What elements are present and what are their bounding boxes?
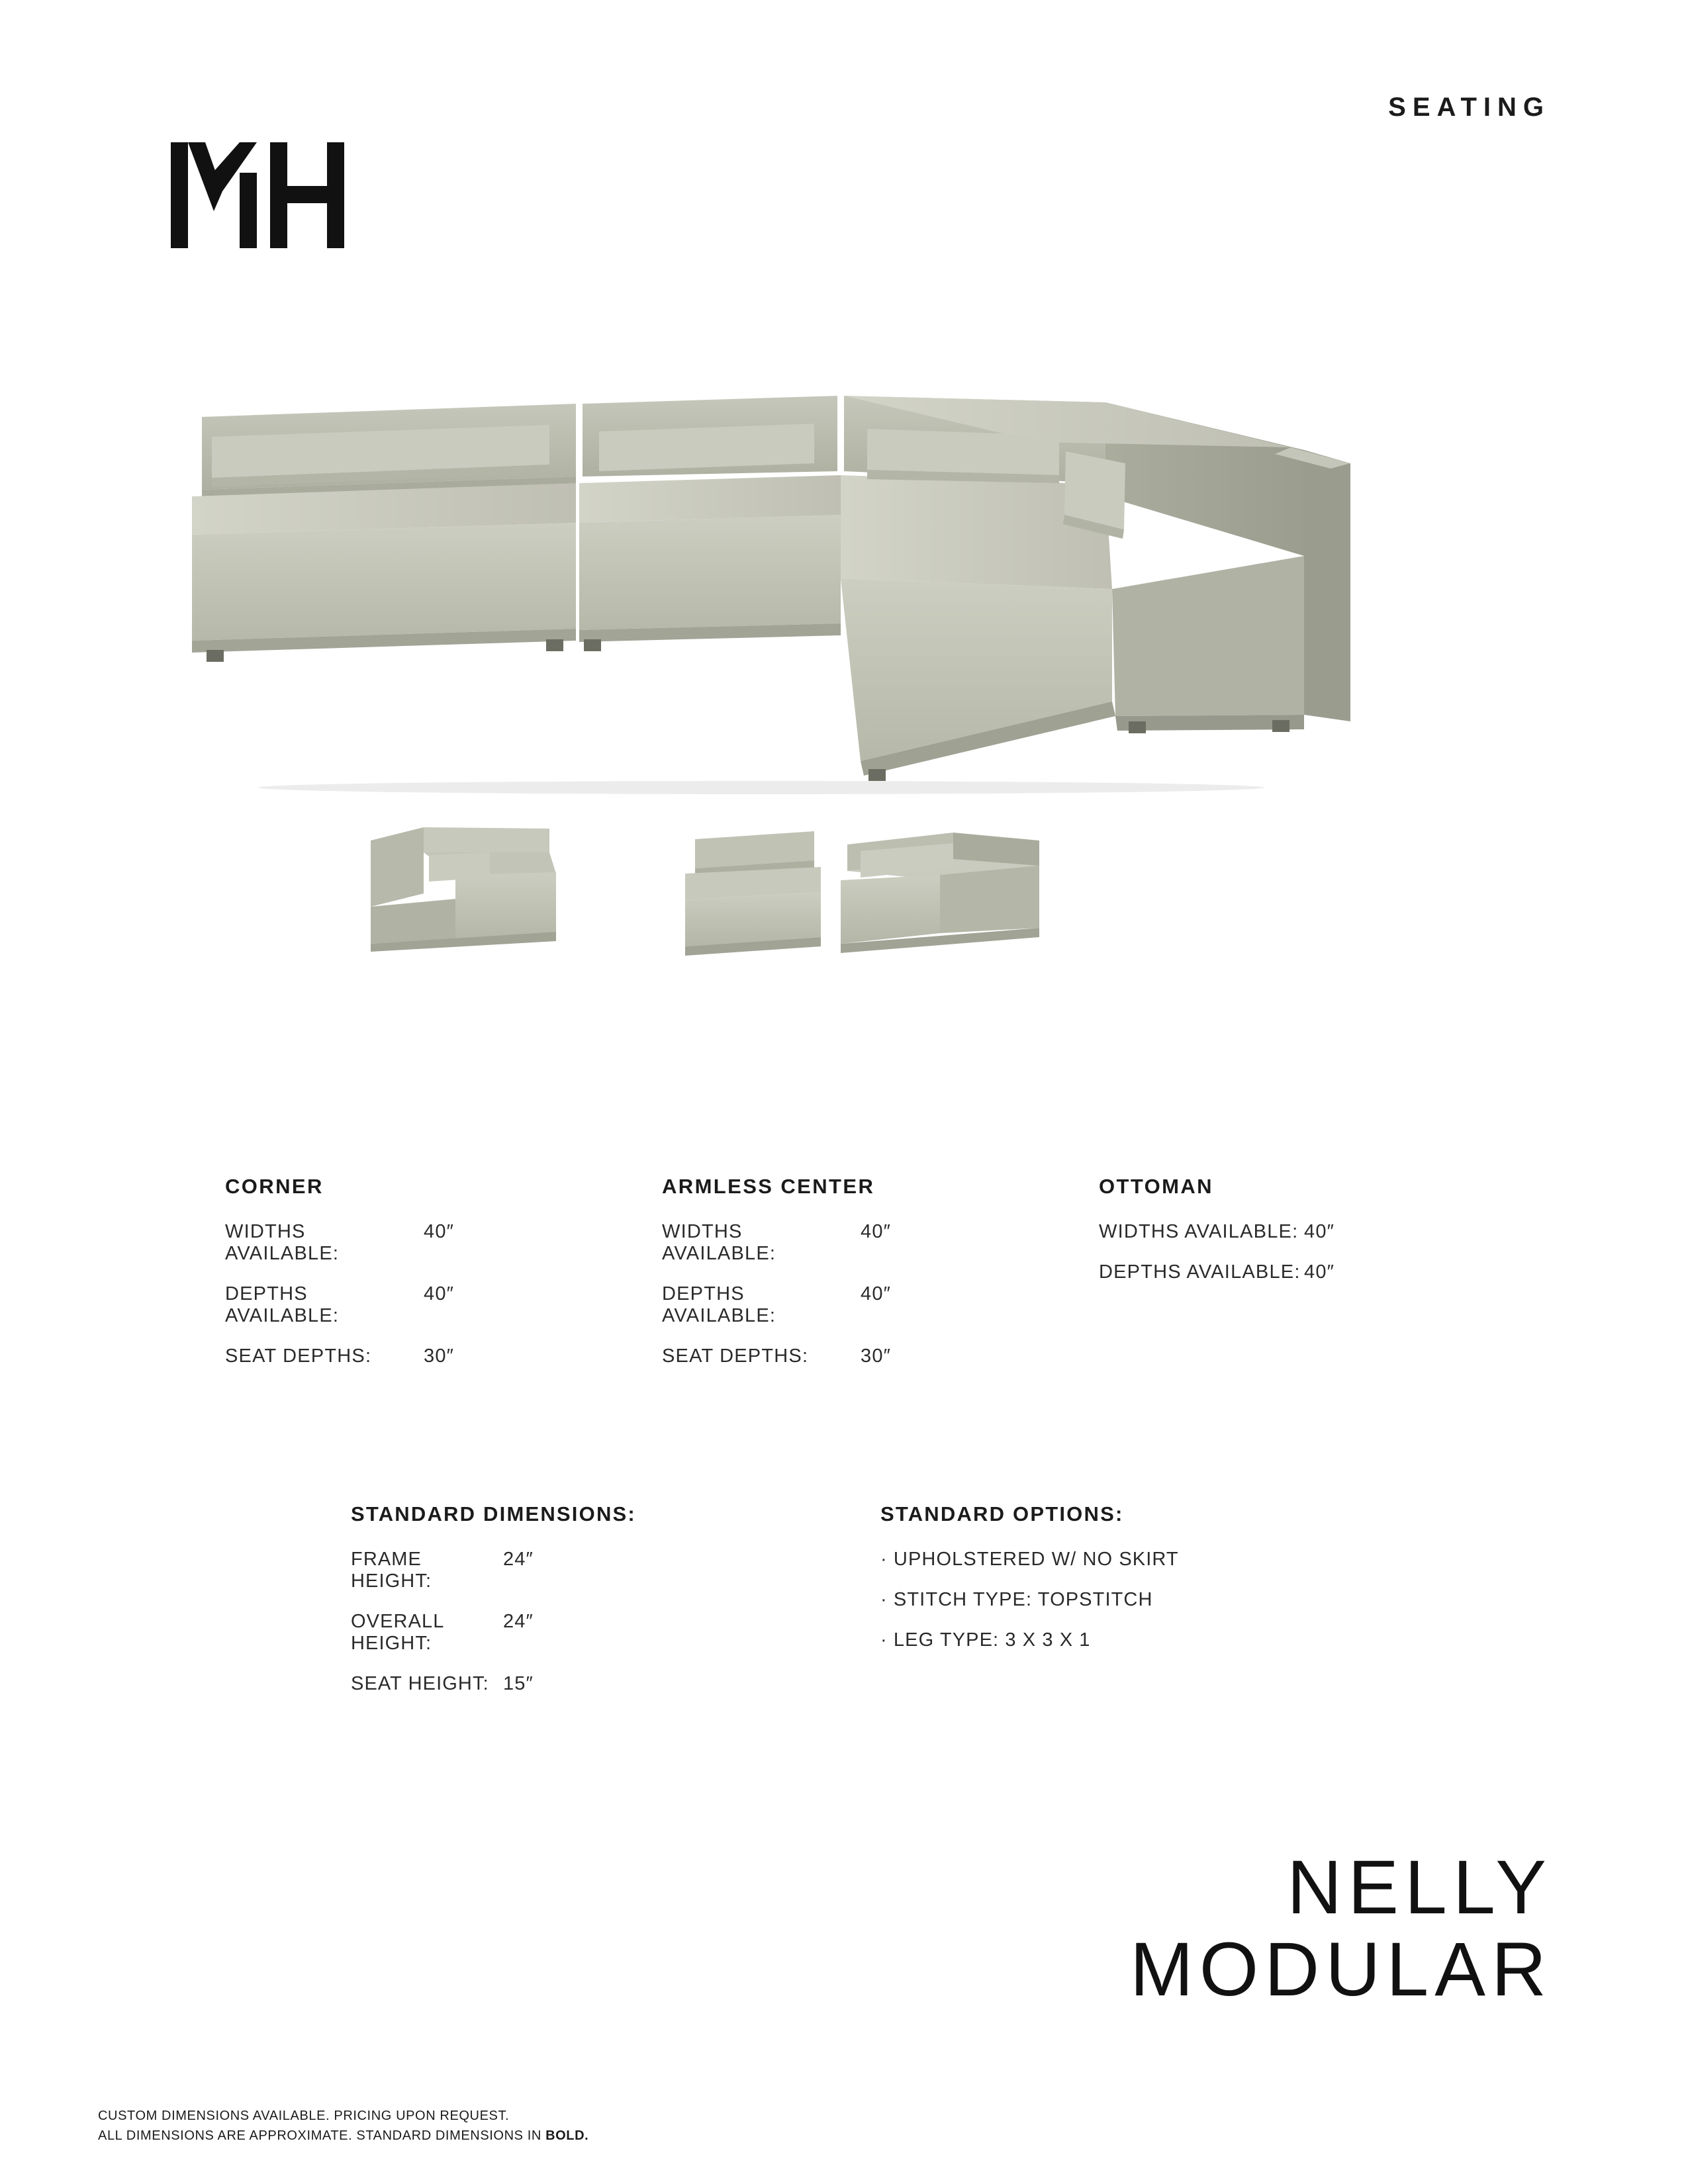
footnote (98, 2106, 588, 2146)
spec-group-corner (225, 1175, 662, 1386)
lower-spec-blocks (351, 1502, 1344, 1713)
spec-group-armless-center (662, 1175, 1099, 1386)
spec-value: 40″ (861, 1221, 892, 1242)
page-category: SEATING (1388, 93, 1550, 122)
spec-title-armless-center: ARMLESS CENTER (662, 1175, 875, 1198)
spec-label: DEPTHS AVAILABLE: (662, 1283, 776, 1326)
thumb-armless-center (685, 831, 821, 956)
standard-options-title: STANDARD OPTIONS: (880, 1502, 1124, 1525)
option-item: · UPHOLSTERED W/ NO SKIRT (880, 1549, 1179, 1570)
dimension-value: 15″ (503, 1673, 534, 1694)
module-thumbnails (357, 814, 1297, 979)
option-item: · LEG TYPE: 3 X 3 X 1 (880, 1629, 1091, 1651)
spec-title-corner: CORNER (225, 1175, 324, 1198)
thumb-corner (371, 827, 556, 952)
footnote-line-2-bold: BOLD. (545, 2128, 589, 2143)
spec-row (225, 1221, 662, 1265)
footnote-line-2 (98, 2126, 588, 2146)
spec-row (1099, 1221, 1483, 1243)
spec-columns (225, 1175, 1483, 1386)
product-title (1130, 1846, 1552, 2011)
spec-value: 40″ (424, 1283, 455, 1304)
spec-value: 40″ (861, 1283, 892, 1304)
spec-label: WIDTHS AVAILABLE: (662, 1221, 776, 1264)
dimension-label: FRAME HEIGHT: (351, 1549, 432, 1592)
dimension-value: 24″ (503, 1611, 534, 1632)
spec-row (662, 1283, 1099, 1327)
option-item: · STITCH TYPE: TOPSTITCH (880, 1589, 1153, 1610)
spec-title-ottoman: OTTOMAN (1099, 1175, 1213, 1198)
spec-label: DEPTHS AVAILABLE: (1099, 1261, 1301, 1283)
dimension-row (351, 1673, 880, 1695)
brand-logo (171, 142, 350, 248)
spec-row (662, 1221, 1099, 1265)
hero-product-image (165, 390, 1436, 801)
dimension-label: SEAT HEIGHT: (351, 1673, 489, 1694)
spec-row (225, 1283, 662, 1327)
standard-dimensions-block (351, 1502, 880, 1713)
spec-value: 40″ (1304, 1261, 1335, 1283)
thumb-ottoman (841, 833, 1039, 953)
dimension-row (351, 1549, 880, 1592)
spec-value: 40″ (424, 1221, 455, 1242)
dimension-row (351, 1611, 880, 1655)
dimension-value: 24″ (503, 1549, 534, 1570)
spec-label: SEAT DEPTHS: (225, 1345, 372, 1367)
footnote-line-2-prefix: ALL DIMENSIONS ARE APPROXIMATE. STANDARD DIMENSIONS IN (98, 2128, 546, 2143)
spec-label: WIDTHS AVAILABLE: (225, 1221, 340, 1264)
footnote-line-1: CUSTOM DIMENSIONS AVAILABLE. PRICING UPON REQUEST. (98, 2109, 510, 2123)
spec-label: WIDTHS AVAILABLE: (1099, 1221, 1299, 1242)
spec-row (1099, 1261, 1483, 1283)
spec-value: 30″ (861, 1345, 892, 1367)
spec-row (662, 1345, 1099, 1367)
dimension-label: OVERALL HEIGHT: (351, 1611, 444, 1654)
standard-options-block (880, 1502, 1344, 1713)
standard-dimensions-title: STANDARD DIMENSIONS: (351, 1502, 636, 1525)
spec-value: 40″ (1304, 1221, 1335, 1242)
spec-label: DEPTHS AVAILABLE: (225, 1283, 340, 1326)
spec-label: SEAT DEPTHS: (662, 1345, 809, 1367)
product-title-line1: NELLY (1287, 1845, 1552, 1930)
spec-group-ottoman (1099, 1175, 1483, 1386)
spec-value: 30″ (424, 1345, 455, 1367)
product-title-line2: MODULAR (1129, 1927, 1552, 2013)
spec-row (225, 1345, 662, 1367)
